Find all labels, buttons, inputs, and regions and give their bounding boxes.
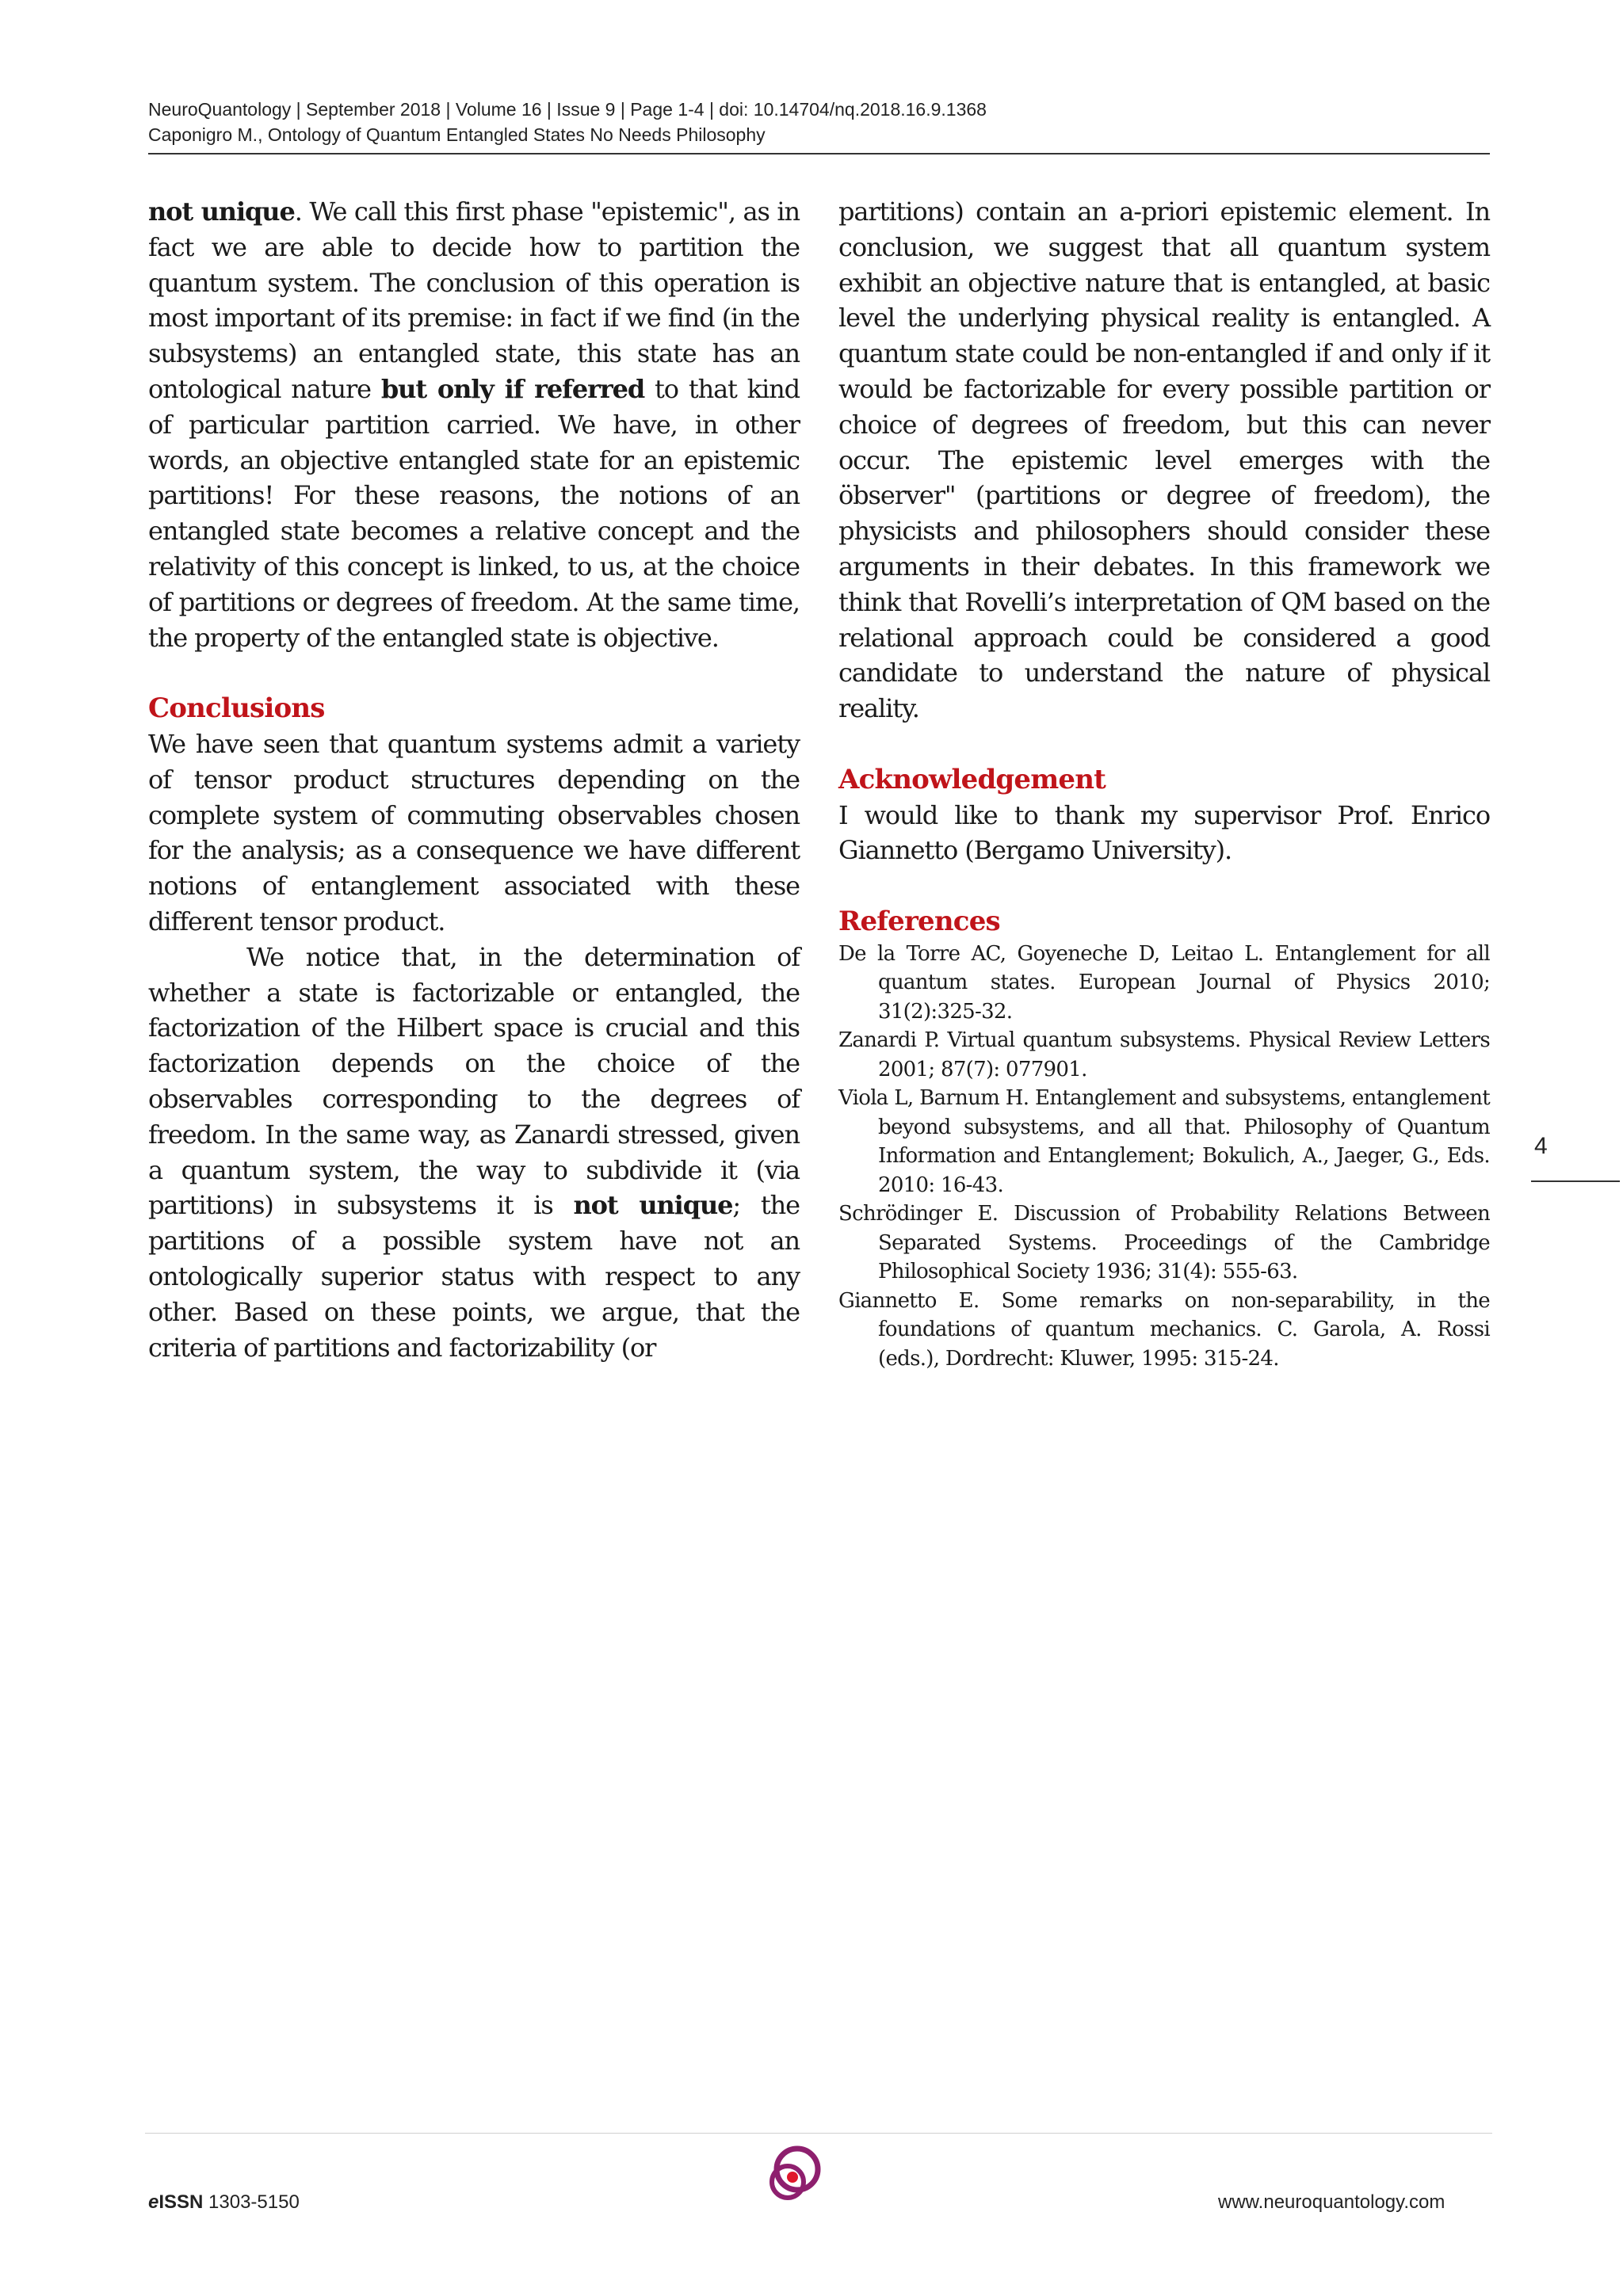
reference-item: Viola L, Barnum H. Entanglement and subsystems, entanglement beyond subsystems, and all that. Philosophy of Quantum Information and Entanglement; Bokulich, A., Jaeger, G., Eds. 2010: 16-43. [838, 1086, 1490, 1197]
reference-item: De la Torre AC, Goyeneche D, Leitao L. Entanglement for all quantum states. European Journal of Physics 2010; 31(2):325-32. [838, 941, 1490, 1024]
reference-list [838, 940, 1490, 1374]
page-number-underline [1531, 1180, 1620, 1182]
header-divider [148, 153, 1490, 154]
journal-citation-line: NeuroQuantology | September 2018 | Volume 16 | Issue 9 | Page 1-4 | doi: 10.14704/nq.2018.16.9.1368 [148, 99, 987, 120]
bold-phrase: not unique [573, 1190, 733, 1221]
acknowledgement-text: I would like to thank my supervisor Prof. Enrico Giannetto (Bergamo University). [838, 799, 1490, 866]
paragraph-epistemic-phase: not unique. We call this first phase "epistemic", as in fact we are able to decide how to partition the quantum system. The conclusion of this operation is most important of its premise: in fact if we find (in the subsystems) an entangled state, this state has an ontological nature but only if referred to that kind of particular partition carried. We have, in other words, an objective entangled state for an epistemic partitions! For these reasons, the notions of an entangled state becomes a relative concept and the relativity of this concept is linked, to us, at the choice of partitions or degrees of freedom. At the same time, the property of the entangled state is objective. [148, 196, 800, 653]
reference-item: Giannetto E. Some remarks on non-separability, in the foundations of quantum mechanics. C. Garola, A. Rossi (eds.), Dordrecht: Kluwer, 1995: 315-24. [838, 1288, 1490, 1371]
bold-phrase: but only if referred [380, 373, 645, 404]
paragraph-conclusions-2: We notice that, in the determination of whether a state is factorizable or entangled, the factorization of the Hilbert space is crucial and this factorization depends on the choice of the observables corresponding to the degrees of freedom. In the same way, as Zanardi stressed, given a quantum system, the way to subdivide it (via partitions) in subsystems it is not unique; the partitions of a possible system have not an ontologically superior status with respect to any other. Based on these points, we argue, that the criteria of partitions and factorizability (or [148, 941, 800, 1363]
footer-divider [145, 2133, 1492, 2134]
references-heading: References [838, 905, 1000, 937]
bold-phrase: not unique [148, 196, 295, 227]
logo-inner-ring [772, 2166, 804, 2198]
reference-item: Zanardi P. Virtual quantum subsystems. Physical Review Letters 2001; 87(7): 077901. [838, 1028, 1490, 1081]
conclusions-heading: Conclusions [148, 692, 325, 725]
website-link[interactable]: www.neuroquantology.com [1218, 2191, 1445, 2213]
page-number: 4 [1534, 1133, 1548, 1159]
acknowledgement-heading: Acknowledgement [838, 763, 1106, 795]
left-column [148, 194, 800, 1365]
eissn-footer: eISSN 1303-5150 [148, 2191, 300, 2213]
right-column [838, 194, 1490, 1373]
journal-logo-icon [758, 2139, 829, 2210]
paragraph-conclusions-3: partitions) contain an a-priori epistemic element. In conclusion, we suggest that all quantum system exhibit an objective nature that is entangled, at basic level the underlying physical reality is entangled. A quantum state could be non-entangled if and only if it would be factorizable for every possible partition or choice of degrees of freedom, but this can never occur. The epistemic level emerges with the öbserver" (partitions or degree of freedom), the physicists and philosophers should consider these arguments in their debates. In this framework we think that Rovelli’s interpretation of QM based on the relational approach could be considered a good candidate to understand the nature of physical reality. [838, 196, 1490, 724]
logo-dot [787, 2172, 798, 2183]
paragraph-conclusions-1: We have seen that quantum systems admit a variety of tensor product structures depending on the complete system of commuting observables chosen for the analysis; as a consequence we have different notions of entanglement associated with these different tensor product. [148, 728, 800, 936]
article-author-title-line: Caponigro M., Ontology of Quantum Entangled States No Needs Philosophy [148, 124, 766, 145]
running-header [148, 97, 1490, 147]
reference-item: Schrödinger E. Discussion of Probability Relations Between Separated Systems. Proceedings of the Cambridge Philosophical Society 1936; 31(4): 555-63. [838, 1202, 1490, 1284]
